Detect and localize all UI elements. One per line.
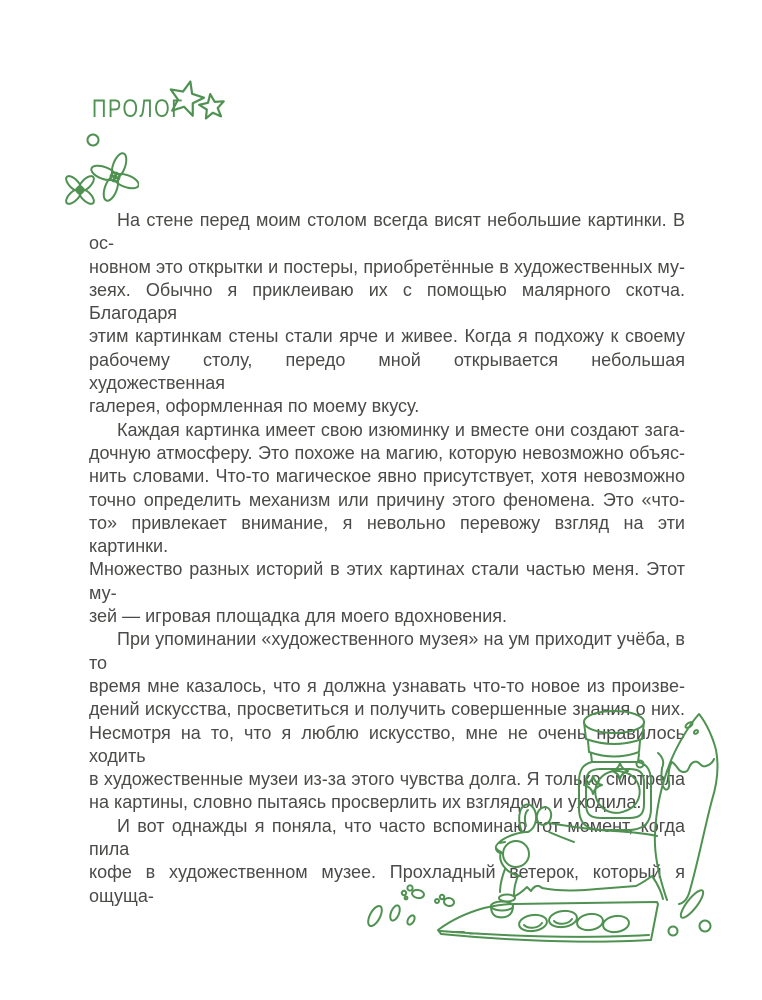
text-line: точно определить механизм или причину этого феномена. Это «что- xyxy=(89,489,685,510)
text-line: зей — игровая площадка для моего вдохновения. xyxy=(89,606,508,627)
text-line: нить словами. Что-то магическое явно присутствует, хотя невозможно xyxy=(89,466,685,487)
paint-well xyxy=(518,913,548,933)
text-line: При упоминании «художественного музея» на ум приходит учёба, в то xyxy=(89,629,685,673)
text-line: Каждая картинка имеет свою изюминку и вместе они создают зага- xyxy=(117,419,685,440)
text-line: время мне казалось, что я должна узнавать что-то новое из произве- xyxy=(89,675,685,696)
paint-well xyxy=(602,914,630,933)
text-line: дений искусства, просветиться и получить совершенные знания о них. xyxy=(89,699,685,720)
squirrel-body xyxy=(496,804,663,901)
eye xyxy=(499,842,505,843)
text-line: Множество разных историй в этих картинах стали частью меня. Этот му- xyxy=(89,559,685,603)
text-line: новном это открытки и постеры, приобретённые в художественных му- xyxy=(89,256,685,277)
text-line: дочную атмосферу. Это похоже на магию, которую невозможно объяс- xyxy=(89,442,685,463)
stars-doodle-icon xyxy=(162,76,232,128)
moon-icon xyxy=(595,771,639,813)
belly xyxy=(515,876,663,899)
text-line: И вот однажды я поняла, что часто вспоминаю тот момент, когда пила xyxy=(89,815,685,860)
text-line: то» привлекает внимание, я невольно перевожу взгляд на эти картинки. xyxy=(89,512,685,557)
squirrel-tail xyxy=(655,714,718,904)
paint-splatters xyxy=(365,885,710,935)
cheek xyxy=(503,841,529,867)
page-title: ПРОЛОГ xyxy=(92,95,184,123)
text-line: Несмотря на то, что я люблю искусство, мне не очень нравилось ходить xyxy=(89,722,685,766)
back xyxy=(549,823,657,836)
squirrel-paint-illustration xyxy=(352,692,762,964)
text-line: рабочему столу, передо мной открывается небольшая художественная xyxy=(89,349,685,394)
paint-well xyxy=(576,912,604,931)
paint-jar xyxy=(579,711,651,830)
text-line: в художественные музеи из-за этого чувства долга. Я только смотрела xyxy=(89,769,685,790)
paint-palette xyxy=(438,902,658,942)
flower-doodle-icon xyxy=(55,130,139,218)
big-flower xyxy=(89,151,139,202)
head xyxy=(496,832,528,876)
ear-left xyxy=(519,804,536,832)
paragraph xyxy=(89,209,685,419)
text-line: зеях. Обычно я приклеиваю их с помощью малярного скотча. Благодаря xyxy=(89,279,685,324)
text-line: галерея, оформленная по моему вкусу. xyxy=(89,396,420,417)
front-leg xyxy=(500,869,505,892)
small-flower xyxy=(64,174,97,207)
text-line: на картины, словно пытаясь просверлить их взглядом, и уходила. xyxy=(89,792,642,813)
front-leg xyxy=(514,876,518,895)
paw xyxy=(499,895,515,902)
big-star-icon xyxy=(166,77,207,117)
text-line: кофе в художественном музее. Прохладный ветерок, который я ощуща- xyxy=(89,862,685,906)
text-line: этим картинкам стены стали ярче и живее. Когда я подхожу к своему xyxy=(89,326,685,347)
paragraph xyxy=(89,419,685,629)
paint-well xyxy=(548,909,578,929)
text-line: На стене перед моим столом всегда висят небольшие картинки. В ос- xyxy=(89,210,685,254)
